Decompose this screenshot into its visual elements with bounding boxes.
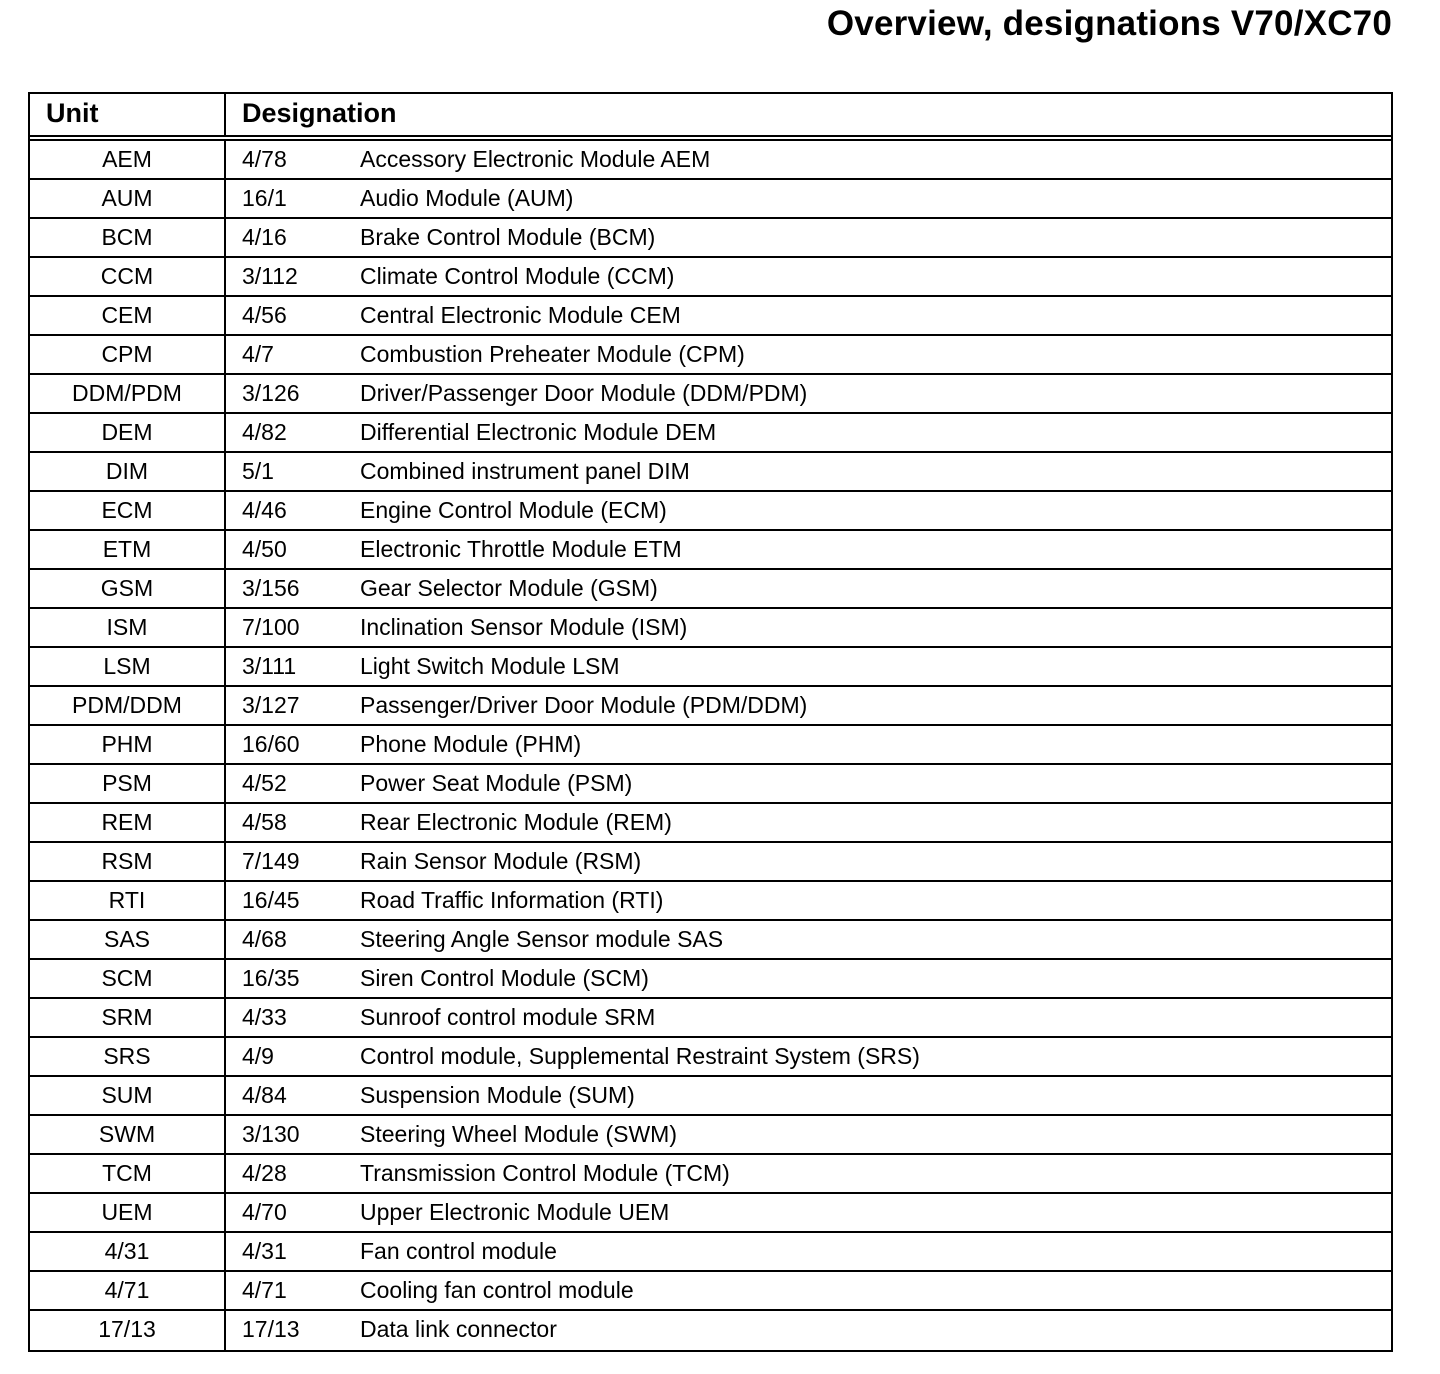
table-row bbox=[30, 960, 1391, 999]
table-row bbox=[30, 1038, 1391, 1077]
designation-code-cell: 4/50 bbox=[242, 536, 287, 562]
designation-code-cell: 17/13 bbox=[242, 1316, 300, 1342]
designation-description-cell: Light Switch Module LSM bbox=[360, 653, 620, 679]
designation-description-cell: Brake Control Module (BCM) bbox=[360, 224, 656, 250]
unit-cell: 17/13 bbox=[30, 1311, 226, 1350]
table-row bbox=[30, 921, 1391, 960]
designation-description-cell: Engine Control Module (ECM) bbox=[360, 497, 667, 523]
designation-code-cell: 16/45 bbox=[242, 887, 300, 913]
designation-description-cell: Audio Module (AUM) bbox=[360, 185, 574, 211]
designation-description-cell: Accessory Electronic Module AEM bbox=[360, 146, 711, 172]
table-body bbox=[30, 141, 1391, 1350]
unit-cell: DDM/PDM bbox=[30, 375, 226, 412]
designation-code-cell: 4/28 bbox=[242, 1160, 287, 1186]
unit-cell: LSM bbox=[30, 648, 226, 685]
table-row bbox=[30, 375, 1391, 414]
designation-description-cell: Sunroof control module SRM bbox=[360, 1004, 656, 1030]
unit-cell: RSM bbox=[30, 843, 226, 880]
unit-cell: TCM bbox=[30, 1155, 226, 1192]
designation-description-cell: Power Seat Module (PSM) bbox=[360, 770, 633, 796]
table-row bbox=[30, 1272, 1391, 1311]
table-row bbox=[30, 219, 1391, 258]
table-row bbox=[30, 1155, 1391, 1194]
designation-code-cell: 3/127 bbox=[242, 692, 300, 718]
unit-cell: SWM bbox=[30, 1116, 226, 1153]
table-row bbox=[30, 609, 1391, 648]
unit-cell: SRS bbox=[30, 1038, 226, 1075]
designation-code-cell: 16/1 bbox=[242, 185, 287, 211]
table-row bbox=[30, 141, 1391, 180]
designation-description-cell: Central Electronic Module CEM bbox=[360, 302, 681, 328]
table-row bbox=[30, 492, 1391, 531]
table-row bbox=[30, 453, 1391, 492]
table-row bbox=[30, 882, 1391, 921]
designation-description-cell: Steering Angle Sensor module SAS bbox=[360, 926, 724, 952]
designation-code-cell: 3/130 bbox=[242, 1121, 300, 1147]
unit-cell: UEM bbox=[30, 1194, 226, 1231]
unit-cell: DEM bbox=[30, 414, 226, 451]
designation-code-cell: 16/35 bbox=[242, 965, 300, 991]
unit-cell: ISM bbox=[30, 609, 226, 646]
table-row bbox=[30, 687, 1391, 726]
table-row bbox=[30, 180, 1391, 219]
designation-description-cell: Rain Sensor Module (RSM) bbox=[360, 848, 642, 874]
designation-description-cell: Phone Module (PHM) bbox=[360, 731, 582, 757]
designation-column-header: Designation bbox=[242, 98, 397, 128]
designation-code-cell: 4/46 bbox=[242, 497, 287, 523]
designation-code-cell: 4/71 bbox=[242, 1277, 287, 1303]
table-row bbox=[30, 648, 1391, 687]
unit-cell: GSM bbox=[30, 570, 226, 607]
unit-cell: AEM bbox=[30, 141, 226, 178]
designation-code-cell: 4/68 bbox=[242, 926, 287, 952]
page-title: Overview, designations V70/XC70 bbox=[826, 4, 1392, 43]
table-row bbox=[30, 1233, 1391, 1272]
designation-code-cell: 7/100 bbox=[242, 614, 300, 640]
designation-code-cell: 4/7 bbox=[242, 341, 274, 367]
unit-cell: BCM bbox=[30, 219, 226, 256]
designation-code-cell: 4/56 bbox=[242, 302, 287, 328]
unit-cell: RTI bbox=[30, 882, 226, 919]
table-row bbox=[30, 1116, 1391, 1155]
unit-cell: SUM bbox=[30, 1077, 226, 1114]
unit-cell: ECM bbox=[30, 492, 226, 529]
table-row bbox=[30, 1311, 1391, 1350]
designation-code-cell: 4/78 bbox=[242, 146, 287, 172]
unit-cell: 4/31 bbox=[30, 1233, 226, 1270]
designation-code-cell: 4/9 bbox=[242, 1043, 274, 1069]
designations-table bbox=[28, 92, 1393, 1352]
unit-cell: PSM bbox=[30, 765, 226, 802]
designation-description-cell: Data link connector bbox=[360, 1316, 557, 1342]
unit-cell: REM bbox=[30, 804, 226, 841]
designation-description-cell: Climate Control Module (CCM) bbox=[360, 263, 675, 289]
unit-cell: CCM bbox=[30, 258, 226, 295]
table-row bbox=[30, 336, 1391, 375]
unit-cell: 4/71 bbox=[30, 1272, 226, 1309]
table-header-row bbox=[30, 94, 1391, 141]
designation-description-cell: Combustion Preheater Module (CPM) bbox=[360, 341, 745, 367]
designation-description-cell: Siren Control Module (SCM) bbox=[360, 965, 649, 991]
designation-code-cell: 7/149 bbox=[242, 848, 300, 874]
table-row bbox=[30, 999, 1391, 1038]
unit-cell: SCM bbox=[30, 960, 226, 997]
table-row bbox=[30, 804, 1391, 843]
designation-description-cell: Combined instrument panel DIM bbox=[360, 458, 690, 484]
unit-cell: PDM/DDM bbox=[30, 687, 226, 724]
designation-description-cell: Upper Electronic Module UEM bbox=[360, 1199, 670, 1225]
designation-code-cell: 4/16 bbox=[242, 224, 287, 250]
designation-code-cell: 3/126 bbox=[242, 380, 300, 406]
table-row bbox=[30, 414, 1391, 453]
table-row bbox=[30, 1194, 1391, 1233]
unit-cell: PHM bbox=[30, 726, 226, 763]
designation-code-cell: 4/82 bbox=[242, 419, 287, 445]
table-row bbox=[30, 765, 1391, 804]
table-row bbox=[30, 570, 1391, 609]
unit-cell: DIM bbox=[30, 453, 226, 490]
table-row bbox=[30, 1077, 1391, 1116]
unit-cell: ETM bbox=[30, 531, 226, 568]
unit-column-header: Unit bbox=[30, 94, 226, 135]
designation-description-cell: Suspension Module (SUM) bbox=[360, 1082, 635, 1108]
designation-code-cell: 4/52 bbox=[242, 770, 287, 796]
table-row bbox=[30, 843, 1391, 882]
designation-code-cell: 3/156 bbox=[242, 575, 300, 601]
table-row bbox=[30, 726, 1391, 765]
designation-description-cell: Driver/Passenger Door Module (DDM/PDM) bbox=[360, 380, 808, 406]
unit-cell: CPM bbox=[30, 336, 226, 373]
unit-cell: SAS bbox=[30, 921, 226, 958]
designation-description-cell: Cooling fan control module bbox=[360, 1277, 634, 1303]
designation-description-cell: Gear Selector Module (GSM) bbox=[360, 575, 658, 601]
designation-description-cell: Inclination Sensor Module (ISM) bbox=[360, 614, 688, 640]
designation-code-cell: 3/111 bbox=[242, 653, 297, 679]
designation-code-cell: 4/70 bbox=[242, 1199, 287, 1225]
designation-description-cell: Fan control module bbox=[360, 1238, 557, 1264]
unit-cell: CEM bbox=[30, 297, 226, 334]
table-row bbox=[30, 297, 1391, 336]
table-row bbox=[30, 258, 1391, 297]
table-row bbox=[30, 531, 1391, 570]
designation-code-cell: 4/31 bbox=[242, 1238, 287, 1264]
designation-description-cell: Control module, Supplemental Restraint System (SRS) bbox=[360, 1043, 920, 1069]
designation-description-cell: Rear Electronic Module (REM) bbox=[360, 809, 672, 835]
designation-code-cell: 5/1 bbox=[242, 458, 274, 484]
designation-description-cell: Electronic Throttle Module ETM bbox=[360, 536, 682, 562]
designation-code-cell: 4/33 bbox=[242, 1004, 287, 1030]
designation-code-cell: 16/60 bbox=[242, 731, 300, 757]
designation-description-cell: Road Traffic Information (RTI) bbox=[360, 887, 664, 913]
unit-cell: AUM bbox=[30, 180, 226, 217]
designation-description-cell: Differential Electronic Module DEM bbox=[360, 419, 717, 445]
designation-description-cell: Steering Wheel Module (SWM) bbox=[360, 1121, 677, 1147]
designation-code-cell: 3/112 bbox=[242, 263, 298, 289]
designation-code-cell: 4/84 bbox=[242, 1082, 287, 1108]
designation-code-cell: 4/58 bbox=[242, 809, 287, 835]
unit-cell: SRM bbox=[30, 999, 226, 1036]
designation-description-cell: Passenger/Driver Door Module (PDM/DDM) bbox=[360, 692, 808, 718]
designation-description-cell: Transmission Control Module (TCM) bbox=[360, 1160, 730, 1186]
